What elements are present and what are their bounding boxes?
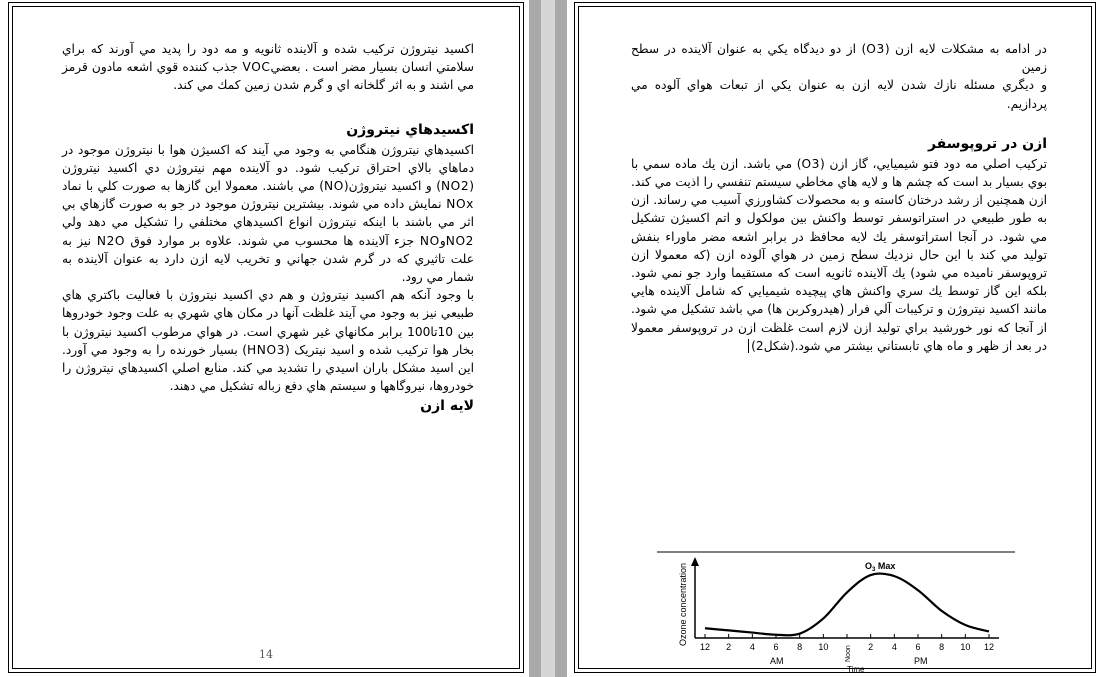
x-tick-label: 8 <box>939 642 945 652</box>
x-tick-label: 10 <box>818 642 829 652</box>
nitrogen-paragraph-2: با وجود آنکه هم اکسيد نيتروژن و هم دي اکسيد نيتروژن با فعاليت باکتري هاي طبيعي نيز به وجود مي آيند غلظت آنها در مکان هاي شهري به علت وجود خودروها بين 10تا100 برابر مکانهاي غير شهري است. در هواي مرطوب اکسيد نيتروژن با بخار هوا ترکيب شده و اسيد نيتريک (HNO3) بسيار خورنده را به وجود مي آورد. اين اسيد مشکل باران اسيدي را تشديد مي کند. منابع اصلي اکسيدهاي نيتروژن را خودروها، نيروگاهها و سيستم هاي دفع زباله تشکيل مي دهند. <box>62 288 474 394</box>
right-intro-paragraph: در ادامه به مشکلات لايه ازن (O3) از دو ديدگاه يکي به عنوان آلاينده در سطح زمين <box>631 42 1047 75</box>
period-label-pm: PM <box>914 656 928 666</box>
x-tick-label: Noon <box>845 645 852 662</box>
x-tick-label: 8 <box>797 642 803 652</box>
x-tick-label: 6 <box>915 642 921 652</box>
troposphere-paragraph <box>631 155 1047 355</box>
heading-troposphere: ازن در تروپوسفر <box>927 135 1047 152</box>
heading-nitrogen-oxides: اکسیدهاي نیتروژن <box>346 121 474 138</box>
text-cursor <box>748 339 749 353</box>
left-page-text-column <box>62 40 474 417</box>
right-intro-paragraph-2: و ديگري مسئله نازك شدن لايه ازن به عنوان يکي از تبعات هواي آلوده مي پردازيم. <box>631 78 1047 111</box>
period-label-am: AM <box>770 656 784 666</box>
left-intro-paragraph: اکسید نیتروژن ترکیب شده و آلاینده ثانویه و مه دود را پدید مي آورند که براي سلامتي انسان بسيار مضر است . بعضيVOC جذب کننده قوي اشعه مادون قرمز مي اشند و به اثر گلخانه اي و گرم شدن زمين کمك مي کند. <box>62 42 474 93</box>
x-tick-label: 10 <box>960 642 971 652</box>
x-axis-label: Time <box>847 665 865 674</box>
x-tick-label: 2 <box>726 642 732 652</box>
right-page-text-column <box>631 40 1047 355</box>
ozone-chart <box>653 546 1017 674</box>
troposphere-paragraph-text: ترکيب اصلي مه دود فتو شيميايي، گاز ازن (O3) مي باشد. ازن يك ماده سمي با بوي بسيار بد است که چشم ها و لايه هاي مخاطي سيستم تنفسي را اذيت مي کند. ازن همچنين از رشد درختان کاسته و به محصولات کشاورزي آسيب مي رساند. ازن به طور طبيعي در استراتوسفر توسط واکنش بين مولکول و اتم اکسيژن تشکيل مي شود. در آنجا استراتوسفر يك لايه محافظ در برابر اشعه مضر ماوراء بنفش توليد مي کند با اين حال نزديك سطح زمين در هواي آلوده ازن (که معمولا ازن تروپوسفر ناميده مي شود) يك آلاينده ثانويه است که مستقيما وارد جو نمي شود. بلکه اين گاز توسط يك سري واکنش هاي پيچيده شيميايي که شامل آلاينده هايي مانند اکسيد نيتروژن و ترکيبات آلي فرار (هيدروکربن ها) مي باشد تشکيل مي شود. از آنجا که نور خورشيد براي توليد ازن لازم است غلظت ازن در تروپوسفر معمولا در بعد از ظهر و ماه هاي تابستاني بيشتر مي شود.(شکل2) <box>631 156 1047 353</box>
heading-ozone-layer: لايه ازن <box>420 398 474 415</box>
y-axis-arrow-icon <box>691 557 699 566</box>
page-number: 14 <box>259 648 273 661</box>
page-gutter <box>529 0 567 677</box>
chart-title-o3-max: $O_3$ Max <box>865 561 896 573</box>
x-tick-label: 4 <box>891 642 897 652</box>
x-tick-label: 2 <box>868 642 874 652</box>
left-page <box>0 0 529 677</box>
x-tick-label: 4 <box>749 642 755 652</box>
x-tick-label: 12 <box>699 642 711 652</box>
x-tick-label: 6 <box>773 642 779 652</box>
x-axis-tick-labels <box>700 642 994 662</box>
x-tick-label: 12 <box>983 642 995 652</box>
right-page <box>567 0 1102 677</box>
nitrogen-paragraph-1: اکسیدهاي نیتروژن هنگامي به وجود مي آيند که اکسيژن هوا با نيتروژن موجود در دماهاي بالاي احتراق ترکيب شود. دو آلاينده مهم نيتروژن دي اکسيد نيتروژن (NO2) و اکسيد نيتروژن(NO) مي باشند. معمولا اين گازها به صورت کلي با نماد NOx نمايش داده مي شوند. بيشترين نيتروژن موجود در جو به صورت گازهاي بي اثر مي باشند با اينکه نيتروژن انواع اکسيدهاي مختلفي را تشکيل مي دهد ولي NO2وNO جزء آلاينده ها محسوب مي شوند. علاوه بر موارد فوق N2O نيز به علت تاثيري که در گرم شدن جهاني و تخريب لايه ازن دارد به عنوان آلاينده به شمار مي رود. <box>62 142 474 285</box>
y-axis-label: Ozone concentration <box>678 562 688 646</box>
ozone-series-line <box>705 574 989 636</box>
